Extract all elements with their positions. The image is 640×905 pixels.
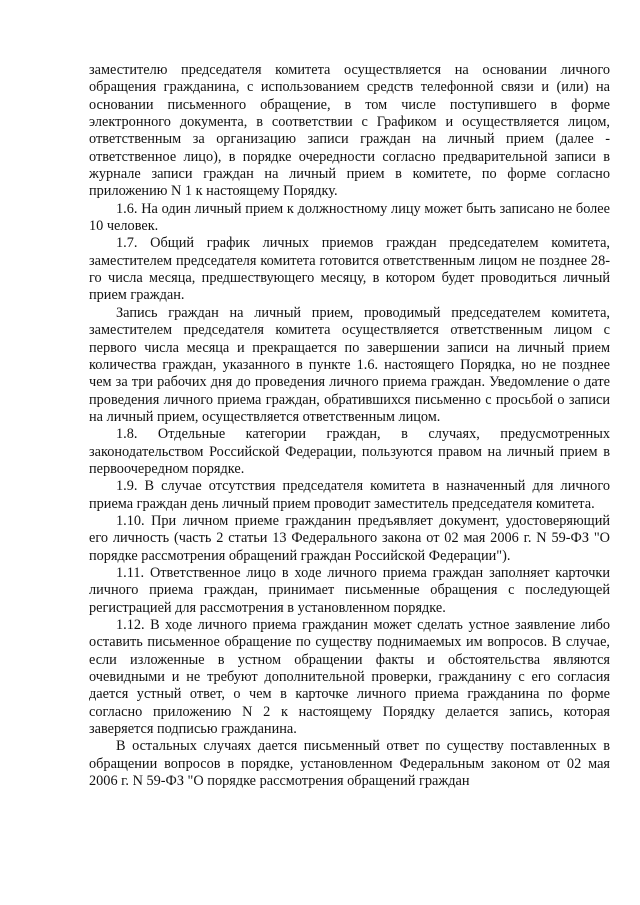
paragraph: заместителю председателя комитета осуществляется на основании личного обращения гражданина, с использованием средств телефонной связи и (или) на основании письменного обращение, в том числе поступившего в форме электронного документа, в соответствии с Графиком и осуществляется лицом, ответственным за организацию записи граждан на личный прием (далее - ответственное лицо), в порядке очередности согласно предварительной записи в журнале записи граждан на личный прием в комитете, по форме согласно приложению N 1 к настоящему Порядку.: [89, 62, 610, 200]
paragraph: 1.8. Отдельные категории граждан, в случаях, предусмотренных законодательством Российской Федерации, пользуются правом на личный прием в первоочередном порядке.: [89, 426, 610, 477]
paragraph: 1.6. На один личный прием к должностному лицу может быть записано не более 10 человек.: [89, 200, 610, 235]
paragraph: Запись граждан на личный прием, проводимый председателем комитета, заместителем председателя комитета осуществляется ответственным лицом с первого числа месяца и прекращается по завершении записи на личный прием количества граждан, указанного в пункте 1.6. настоящего Порядка, но не позднее чем за три рабочих дня до проведения личного приема граждан. Уведомление о дате проведения личного приема граждан, обратившихся письменно с просьбой о записи на личный прием, осуществляется ответственным лицом.: [89, 304, 610, 425]
paragraph: В остальных случаях дается письменный ответ по существу поставленных в обращении вопросов в порядке, установленном Федеральным законом от 02 мая 2006 г. N 59-ФЗ "О порядке рассмотрения обращений граждан: [89, 738, 610, 790]
paragraph: 1.9. В случае отсутствия председателя комитета в назначенный для личного приема граждан день личный прием проводит заместитель председателя комитета.: [89, 478, 610, 512]
paragraph: 1.12. В ходе личного приема гражданин может сделать устное заявление либо оставить письменное обращение по существу поднимаемых им вопросов. В случае, если изложенные в устном обращении факты и обстоятельства являются очевидными и не требуют дополнительной проверки, гражданину с его согласия дается устный ответ, о чем в карточке личного приема гражданина по форме согласно приложению N 2 к настоящему Порядку делается запись, которая заверяется подписью гражданина.: [89, 617, 610, 738]
paragraph: 1.7. Общий график личных приемов граждан председателем комитета, заместителем председателя комитета готовится ответственным лицом не позднее 28-го числа месяца, предшествующего месяцу, в котором будет проводиться личный прием граждан.: [89, 235, 610, 304]
document-body: [89, 62, 610, 790]
paragraph: 1.11. Ответственное лицо в ходе личного приема граждан заполняет карточки личного приема граждан, принимает письменные обращения с последующей регистрацией для рассмотрения в установленном порядке.: [89, 564, 610, 616]
paragraph: 1.10. При личном приеме гражданин предъявляет документ, удостоверяющий его личность (часть 2 статьи 13 Федерального закона от 02 мая 2006 г. N 59-ФЗ "О порядке рассмотрения обращений граждан Российской Федерации").: [89, 512, 610, 564]
